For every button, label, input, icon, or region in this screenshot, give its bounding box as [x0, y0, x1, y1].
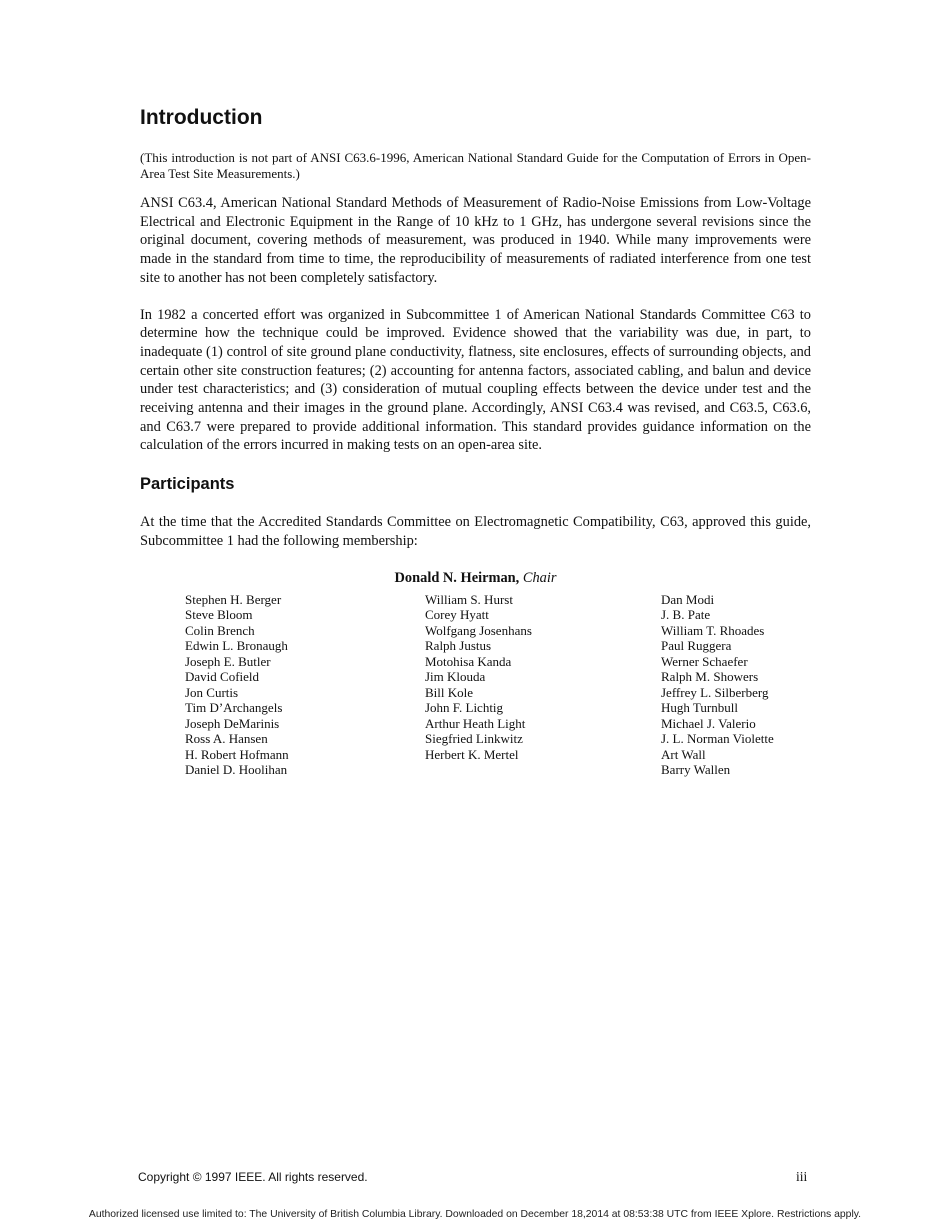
page-content [140, 104, 811, 792]
member-name: William T. Rhoades [661, 622, 765, 638]
member-name: Steve Bloom [185, 607, 253, 623]
member-name: Michael J. Valerio [661, 715, 756, 731]
member-name: Stephen H. Berger [185, 591, 282, 607]
member-name: Colin Brench [185, 622, 255, 638]
member-column-3 [661, 592, 774, 778]
member-name: Arthur Heath Light [425, 715, 526, 731]
member-name: Ralph Justus [425, 638, 492, 654]
chair-line [140, 569, 811, 587]
member-name: David Cofield [185, 669, 260, 685]
member-name: Wolfgang Josenhans [425, 622, 532, 638]
member-name: Jeffrey L. Silberberg [661, 684, 769, 700]
member-name: John F. Lichtig [425, 700, 504, 716]
member-name: Herbert K. Mertel [425, 746, 519, 762]
member-name: Barry Wallen [661, 762, 731, 778]
member-column-1 [185, 592, 289, 778]
introduction-note: (This introduction is not part of ANSI C63.6-1996, American National Standard Guide for the Computation of Errors in Open-Area Test Site Measurements.) [140, 150, 811, 181]
introduction-paragraph-1: ANSI C63.4, American National Standard Methods of Measurement of Radio-Noise Emissions from Low-Voltage Electrical and Electronic Equipment in the Range of 10 kHz to 1 GHz, has undergone several revisions since the original document, covering methods of measurement, was produced in 1940. While many improvements were made in the standard from time to time, the reproducibility of measurements of radiated interference from one test site to another has not been completely satisfactory. [140, 195, 811, 286]
page-number: iii [796, 1169, 808, 1184]
member-name: Art Wall [661, 746, 706, 762]
member-column-2 [425, 592, 532, 763]
member-name: Ralph M. Showers [661, 669, 759, 685]
license-notice: Authorized licensed use limited to: The University of British Columbia Library. Downloaded on December 18,2014 at 08:53:38 UTC from IEEE Xplore. Restrictions apply. [88, 1209, 862, 1220]
member-name: Siegfried Linkwitz [425, 731, 523, 747]
member-name: Motohisa Kanda [425, 653, 512, 669]
member-name: Tim D’Archangels [185, 700, 283, 716]
member-name: J. B. Pate [661, 607, 711, 623]
member-name: William S. Hurst [425, 591, 513, 607]
member-name: Jon Curtis [185, 684, 239, 700]
member-name: Bill Kole [425, 684, 474, 700]
introduction-paragraph-2: In 1982 a concerted effort was organized in Subcommittee 1 of American National Standards Committee C63 to determine how the technique could be improved. Evidence showed that the variability was due, in part, to inadequate (1) control of site ground plane conductivity, flatness, site enclosures, effects of surrounding objects, and certain other site construction features; (2) accounting for antenna factors, associated cabling, and balun and device under test characteristics; and (3) consideration of mutual coupling effects between the device under test and the receiving antenna and their images in the ground plane. Accordingly, ANSI C63.4 was revised, and C63.5, C63.6, and C63.7 were prepared to provide additional information. This standard provides guidance information on the calculation of the errors incurred in making tests on an open-area site. [140, 306, 811, 454]
member-name: J. L. Norman Violette [661, 731, 774, 747]
member-name: Joseph E. Butler [185, 653, 271, 669]
member-name: H. Robert Hofmann [185, 746, 289, 762]
member-name: Paul Ruggera [661, 638, 732, 654]
participants-intro: At the time that the Accredited Standards Committee on Electromagnetic Compatibility, C63, approved this guide, Subcommittee 1 had the following membership: [140, 514, 811, 549]
footer-copyright: Copyright © 1997 IEEE. All rights reserved. [138, 1170, 368, 1184]
member-name: Dan Modi [661, 591, 715, 607]
participants-heading: Participants [140, 475, 235, 494]
member-name: Jim Klouda [425, 669, 486, 685]
chair-name: Donald N. Heirman, [394, 569, 520, 586]
member-name: Edwin L. Bronaugh [185, 638, 288, 654]
membership-list [140, 592, 811, 792]
chair-role: Chair [522, 569, 557, 586]
member-name: Corey Hyatt [425, 607, 489, 623]
member-name: Joseph DeMarinis [185, 715, 280, 731]
member-name: Daniel D. Hoolihan [185, 762, 288, 778]
member-name: Ross A. Hansen [185, 731, 268, 747]
member-name: Hugh Turnbull [661, 700, 738, 716]
introduction-heading: Introduction [140, 106, 263, 129]
member-name: Werner Schaefer [661, 653, 748, 669]
